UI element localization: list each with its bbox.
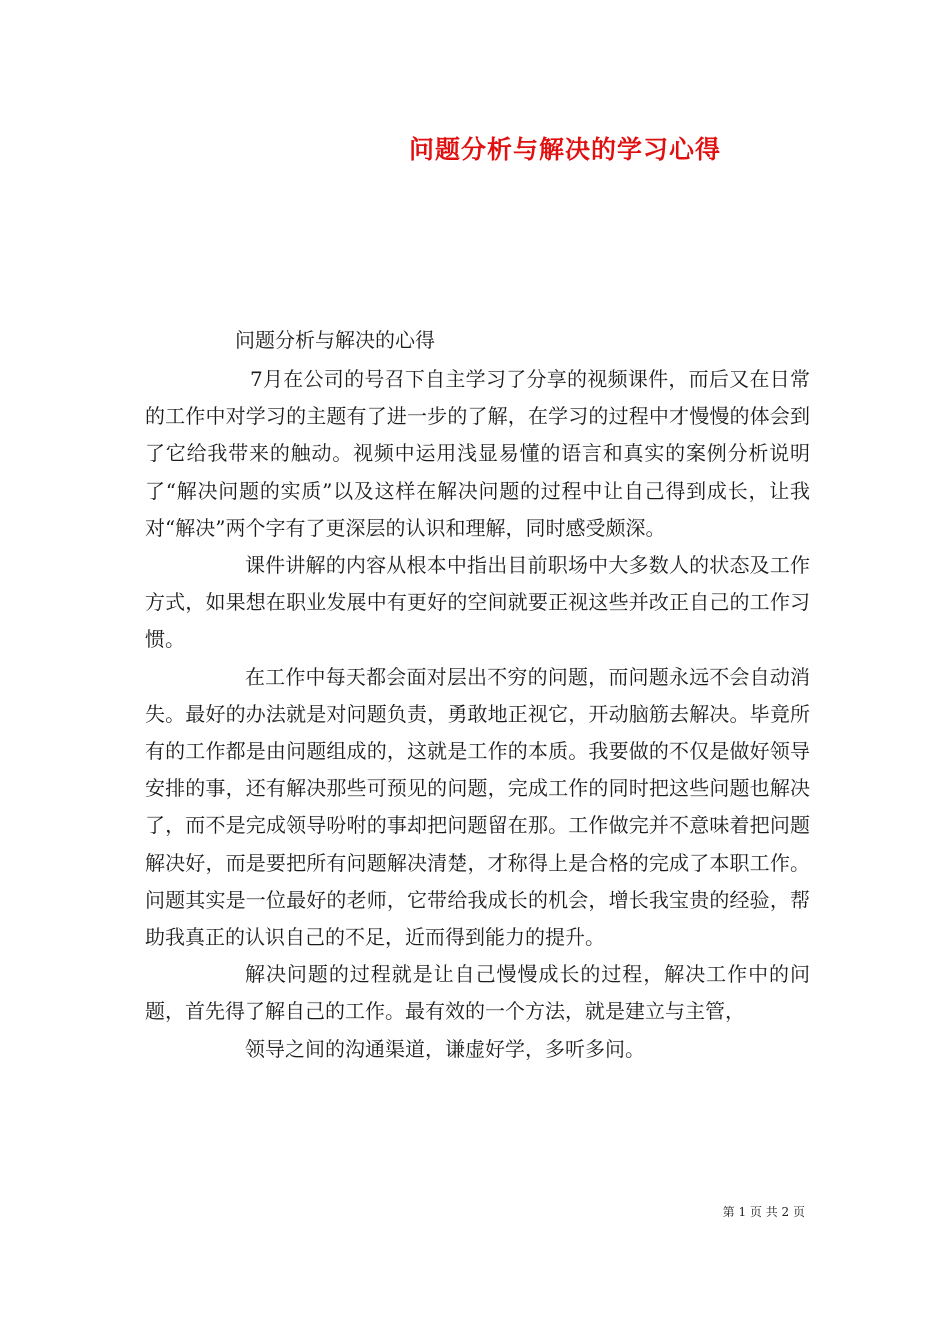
paragraph-1: 7月在公司的号召下自主学习了分享的视频课件，而后又在日常的工作中对学习的主题有了进一步的了解，在学习的过程中才慢慢的体会到了它给我带来的触动。视频中运用浅显易懂的语言和真实的案例分析说明了“解决问题的实质”以及这样在解决问题的过程中让自己得到成长，让我对“解决”两个字有了更深层的认识和理解，同时感受颇深。 <box>145 367 810 540</box>
paragraph-3: 在工作中每天都会面对层出不穷的问题，而问题永远不会自动消失。最好的办法就是对问题负责，勇敢地正视它，开动脑筋去解决。毕竟所有的工作都是由问题组成的，这就是工作的本质。我要做的不仅是做好领导安排的事，还有解决那些可预见的问题，完成工作的同时把这些问题也解决了，而不是完成领导吩咐的事却把问题留在那。工作做完并不意味着把问题解决好，而是要把所有问题解决清楚，才称得上是合格的完成了本职工作。问题其实是一位最好的老师，它带给我成长的机会，增长我宝贵的经验，帮助我真正的认识自己的不足，近而得到能力的提升。 <box>145 664 810 950</box>
paragraph-4: 解决问题的过程就是让自己慢慢成长的过程，解决工作中的问题，首先得了解自己的工作。最有效的一个方法，就是建立与主管， <box>145 962 810 1024</box>
document-body <box>145 361 810 1068</box>
paragraph-2: 课件讲解的内容从根本中指出目前职场中大多数人的状态及工作方式，如果想在职业发展中有更好的空间就要正视这些并改正自己的工作习惯。 <box>145 553 810 652</box>
page-number-footer: 第 1 页 共 2 页 <box>722 1205 805 1219</box>
paragraph-5: 领导之间的沟通渠道，谦虚好学，多听多问。 <box>245 1036 645 1061</box>
document-subtitle: 问题分析与解决的心得 <box>235 328 435 352</box>
document-title: 问题分析与解决的学习心得 <box>408 135 721 164</box>
